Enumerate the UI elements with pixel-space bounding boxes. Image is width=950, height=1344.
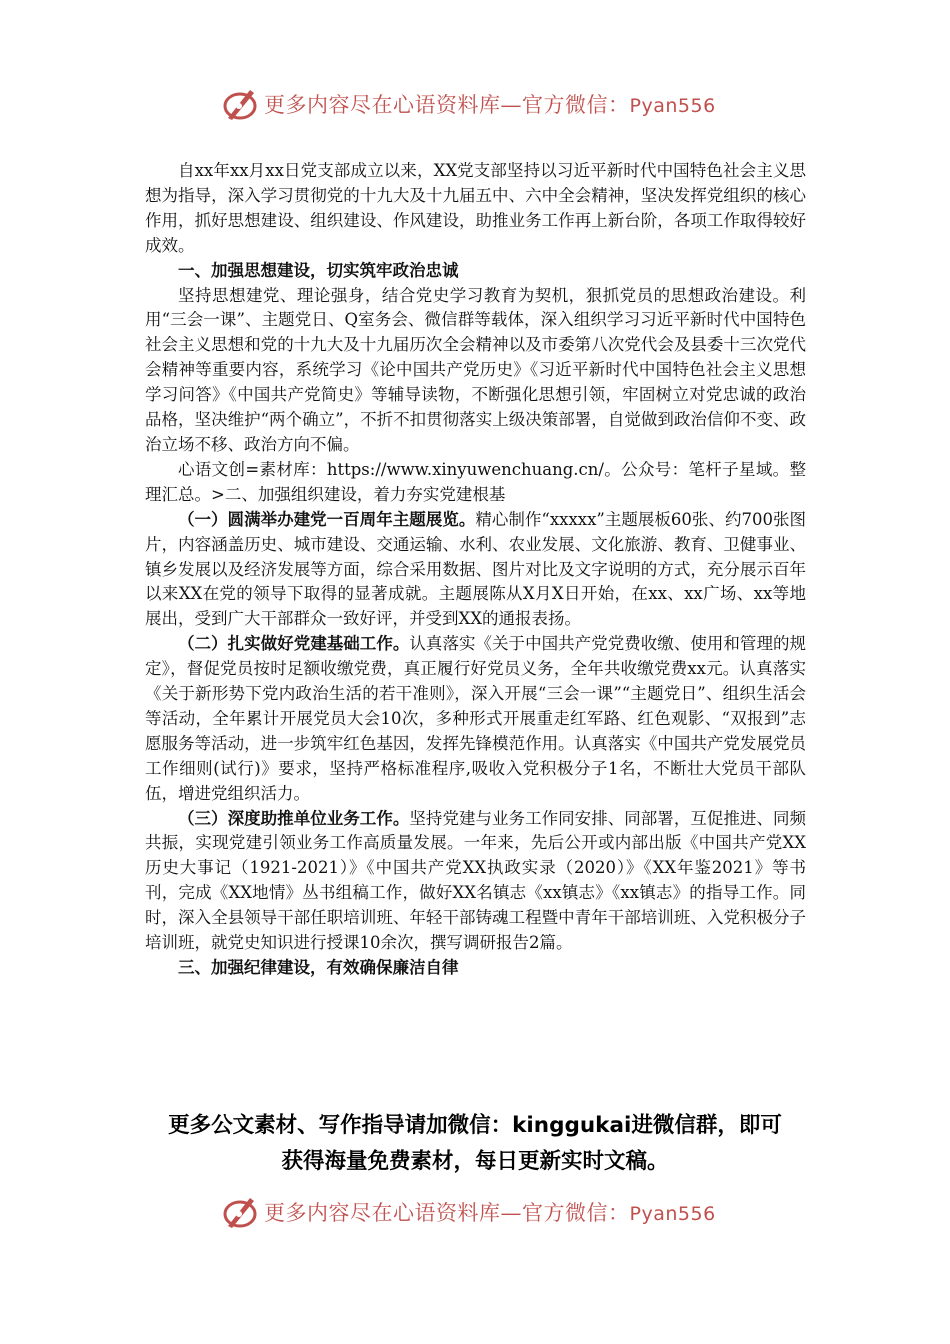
item3-text: 坚持党建与业务工作同安排、同部署，互促推进、同频共振，实现党建引领业务工作高质量发展。一年来，先后公开或内部出版《中国共产党XX历史大事记（1921-2021）》《中国共产党XX执政实录（2020）》《XX年鉴2021》等书刊，完成《XX地情》丛书组稿工作，做好XX名镇志《xx镇志》《xx镇志》的指导工作。同时，深入全县领导干部任职培训班、年轻干部铸魂工程暨中青年干部培训班、入党积极分子培训班，就党史知识进行授课10余次，撰写调研报告2篇。 xyxy=(145,808,807,953)
section1-heading: 一、加强思想建设，切实筑牢政治忠诚 xyxy=(178,260,459,280)
item2-text: 认真落实《关于中国共产党党费收缴、使用和管理的规定》，督促党员按时足额收缴党费，真正履行好党员义务，全年共收缴党费xx元。认真落实《关于新形势下党内政治生活的若干准则》，深入开展“三会一课”“主题党日”、组织生活会等活动，全年累计开展党员大会10次，多种形式开展重走红军路、红色观影、“双报到”志愿服务等活动，进一步筑牢红色基因，发挥先锋模范作用。认真落实《中国共产党发展党员工作细则(试行)》要求，坚持严格标准程序,吸收入党积极分子1名，不断壮大党员干部队伍，增进党组织活力。 xyxy=(145,634,807,803)
section3-heading: 三、加强纪律建设，有效确保廉洁自律 xyxy=(178,958,459,977)
promo-line-2: 获得海量免费素材，每日更新实时文稿。 xyxy=(281,1149,669,1174)
item1-text: 精心制作“xxxxx”主题展板60张、约700张图片，内容涵盖历史、城市建设、交通运输、水利、农业发展、文化旅游、教育、卫健事业、镇乡发展以及经济发展等方面，综合采用数据、图片对比及文字说明的方式，充分展示百年以来XX在党的领导下取得的显著成就。主题展陈从X月X日开始，在xx、xx广场、xx等地展出，受到广大干部群众一致好评，并受到XX的通报表扬。 xyxy=(145,509,807,629)
pen-logo-icon xyxy=(220,84,260,124)
item2-title: （二）扎实做好党建基础工作。 xyxy=(178,634,410,654)
header-watermark-bottom xyxy=(220,1190,740,1234)
item3-paragraph xyxy=(145,807,806,956)
pen-logo-icon xyxy=(220,1192,260,1232)
section1-paragraph: 坚持思想建党、理论强身，结合党史学习教育为契机，狠抓党员的思想政治建设。利用“三会一课”、主题党日、Q室务会、微信群等载体，深入组织学习习近平新时代中国特色社会主义思想和党的十九大及十九届历次全会精神以及市委第八次党代会及县委十三次党代会精神等重要内容，系统学习《论中国共产党历史》《习近平新时代中国特色社会主义思想学习问答》《中国共产党简史》等辅导读物，不断强化思想引领，牢固树立对党忠诚的政治品格，坚决维护“两个确立”，不折不扣贯彻落实上级决策部署，自觉做到政治信仰不变、政治立场不移、政治方向不偏。 xyxy=(145,285,806,454)
intro-paragraph: 自xx年xx月xx日党支部成立以来，XX党支部坚持以习近平新时代中国特色社会主义思想为指导，深入学习贯彻党的十九大及十九届五中、六中全会精神，坚决发挥党组织的核心作用，抓好思想建设、组织建设、作风建设，助推业务工作再上新台阶，各项工作取得较好成效。 xyxy=(145,161,806,255)
promo-line-1: 更多公文素材、写作指导请加微信：kinggukai进微信群，即可 xyxy=(168,1113,782,1138)
footer-text xyxy=(264,1197,716,1227)
header-watermark-top xyxy=(220,82,740,126)
footer-wechat-id: Pyan556 xyxy=(629,1203,716,1225)
item3-title: （三）深度助推单位业务工作。 xyxy=(178,808,410,828)
promo-block xyxy=(120,1108,830,1180)
item2-paragraph xyxy=(145,632,806,806)
item1-paragraph xyxy=(145,508,806,633)
document-body xyxy=(145,159,806,981)
header-wechat-id: Pyan556 xyxy=(629,95,716,117)
footer-main-text: 更多内容尽在心语资料库—官方微信： xyxy=(264,1201,630,1225)
source-line: 心语文创=素材库：https://www.xinyuwenchuang.cn/。公众号：笔杆子星域。整理汇总。>二、加强组织建设，着力夯实党建根基 xyxy=(145,459,806,504)
item1-title: （一）圆满举办建党一百周年主题展览。 xyxy=(178,509,476,529)
header-text xyxy=(264,89,716,119)
header-main-text: 更多内容尽在心语资料库—官方微信： xyxy=(264,93,630,117)
